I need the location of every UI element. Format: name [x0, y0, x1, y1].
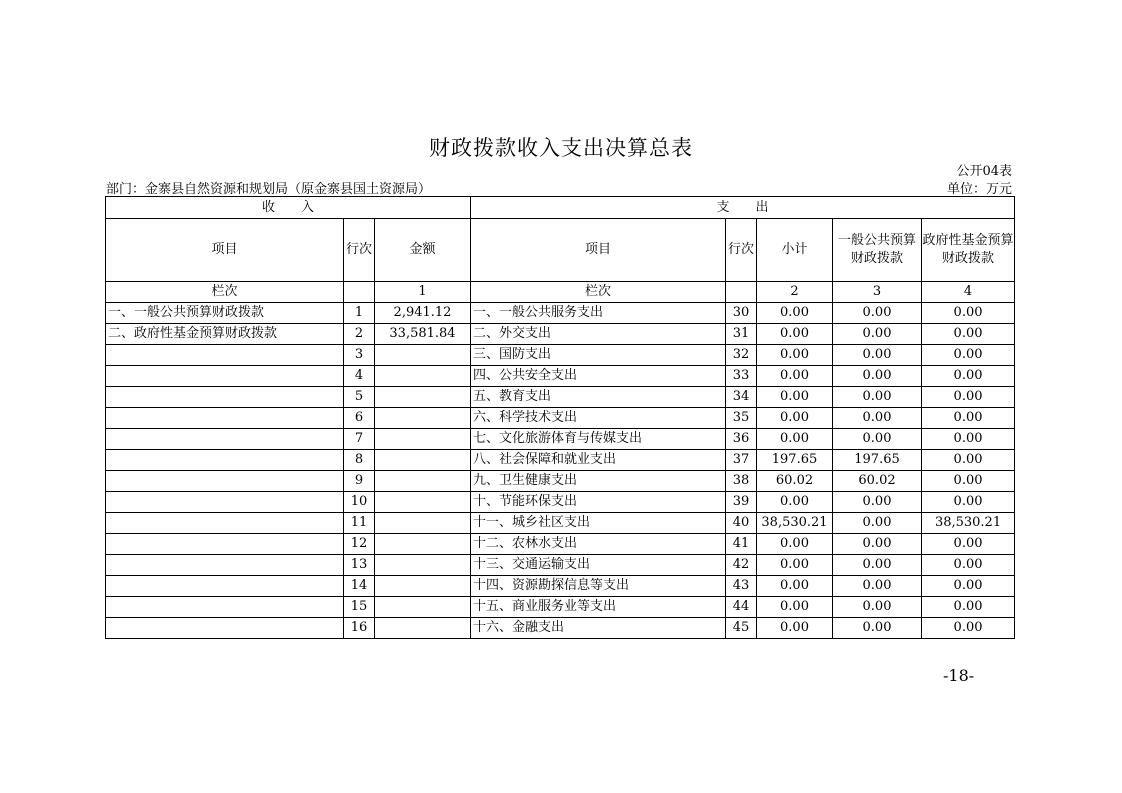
table-row: [106, 324, 1015, 345]
gov-fund-cell: 0.00: [922, 576, 1015, 597]
income-item-cell: [106, 366, 344, 387]
income-item-cell: [106, 450, 344, 471]
general-budget-cell: 0.00: [833, 366, 922, 387]
income-item-cell: [106, 618, 344, 639]
subtotal-cell: 0.00: [757, 534, 833, 555]
gov-fund-cell: 0.00: [922, 597, 1015, 618]
table-row: [106, 492, 1015, 513]
subtotal-cell: 0.00: [757, 408, 833, 429]
income-item-cell: [106, 408, 344, 429]
expense-line-no-cell: 38: [726, 471, 757, 492]
section-header-row: [106, 197, 1015, 219]
expense-line-no-cell: 36: [726, 429, 757, 450]
income-amount-cell: [375, 408, 471, 429]
subtotal-cell: 0.00: [757, 429, 833, 450]
gov-fund-cell: 0.00: [922, 345, 1015, 366]
index-col-3: 3: [833, 282, 922, 303]
gov-fund-cell: 0.00: [922, 324, 1015, 345]
gov-fund-cell: 38,530.21: [922, 513, 1015, 534]
general-budget-cell: 60.02: [833, 471, 922, 492]
gov-fund-cell: 0.00: [922, 429, 1015, 450]
table-row: [106, 303, 1015, 324]
table-row: [106, 513, 1015, 534]
general-budget-cell: 0.00: [833, 429, 922, 450]
table-row: [106, 429, 1015, 450]
expense-line-no-header: 行次: [726, 219, 757, 282]
income-line-no-cell: 5: [344, 387, 375, 408]
table-row: [106, 408, 1015, 429]
index-label-right: 栏次: [471, 282, 726, 303]
column-header-row: [106, 219, 1015, 282]
expense-item-cell: 十三、交通运输支出: [471, 555, 726, 576]
expense-item-cell: 十二、农林水支出: [471, 534, 726, 555]
gov-fund-cell: 0.00: [922, 387, 1015, 408]
income-amount-cell: [375, 597, 471, 618]
table-row: [106, 597, 1015, 618]
income-line-no-cell: 12: [344, 534, 375, 555]
general-budget-cell: 0.00: [833, 555, 922, 576]
table-row: [106, 450, 1015, 471]
income-item-cell: [106, 492, 344, 513]
income-amount-cell: [375, 450, 471, 471]
subtotal-header: 小计: [757, 219, 833, 282]
income-item-cell: [106, 534, 344, 555]
table-row: [106, 366, 1015, 387]
general-budget-cell: 0.00: [833, 324, 922, 345]
table-row: [106, 555, 1015, 576]
expense-line-no-cell: 34: [726, 387, 757, 408]
table-row: [106, 387, 1015, 408]
expense-item-cell: 五、教育支出: [471, 387, 726, 408]
income-line-no-cell: 8: [344, 450, 375, 471]
expense-item-cell: 二、外交支出: [471, 324, 726, 345]
expense-line-no-cell: 41: [726, 534, 757, 555]
expense-item-header: 项目: [471, 219, 726, 282]
expense-item-cell: 十四、资源勘探信息等支出: [471, 576, 726, 597]
income-line-no-header: 行次: [344, 219, 375, 282]
income-line-no-cell: 1: [344, 303, 375, 324]
expense-item-cell: 四、公共安全支出: [471, 366, 726, 387]
table-row: [106, 618, 1015, 639]
income-amount-cell: [375, 471, 471, 492]
income-amount-cell: [375, 345, 471, 366]
general-budget-cell: 0.00: [833, 513, 922, 534]
income-item-cell: 二、政府性基金预算财政拨款: [106, 324, 344, 345]
income-amount-cell: [375, 429, 471, 450]
expense-section-header: 支 出: [471, 197, 1015, 219]
income-section-header: 收 入: [106, 197, 471, 219]
expense-item-cell: 十五、商业服务业等支出: [471, 597, 726, 618]
gov-fund-cell: 0.00: [922, 492, 1015, 513]
expense-item-cell: 十、节能环保支出: [471, 492, 726, 513]
table-row: [106, 345, 1015, 366]
expense-item-cell: 一、一般公共服务支出: [471, 303, 726, 324]
gov-fund-cell: 0.00: [922, 534, 1015, 555]
expense-item-cell: 十六、金融支出: [471, 618, 726, 639]
general-budget-cell: 0.00: [833, 492, 922, 513]
income-amount-cell: [375, 618, 471, 639]
subtotal-cell: 0.00: [757, 555, 833, 576]
income-amount-cell: [375, 513, 471, 534]
index-empty-cell: [344, 282, 375, 303]
subtotal-cell: 197.65: [757, 450, 833, 471]
income-line-no-cell: 4: [344, 366, 375, 387]
expense-line-no-cell: 33: [726, 366, 757, 387]
table-row: [106, 534, 1015, 555]
income-line-no-cell: 16: [344, 618, 375, 639]
expense-line-no-cell: 42: [726, 555, 757, 576]
expense-line-no-cell: 30: [726, 303, 757, 324]
subtotal-cell: 60.02: [757, 471, 833, 492]
income-line-no-cell: 13: [344, 555, 375, 576]
income-line-no-cell: 11: [344, 513, 375, 534]
subtotal-cell: 0.00: [757, 324, 833, 345]
form-number: 公开04表: [956, 164, 1012, 179]
income-item-header: 项目: [106, 219, 344, 282]
expense-line-no-cell: 40: [726, 513, 757, 534]
income-line-no-cell: 9: [344, 471, 375, 492]
general-budget-header: 一般公共预算财政拨款: [833, 219, 922, 282]
report-title: 财政拨款收入支出决算总表: [429, 136, 693, 160]
gov-fund-cell: 0.00: [922, 471, 1015, 492]
income-amount-cell: [375, 576, 471, 597]
subtotal-cell: 0.00: [757, 303, 833, 324]
income-amount-cell: [375, 534, 471, 555]
income-amount-cell: 2,941.12: [375, 303, 471, 324]
income-item-cell: [106, 513, 344, 534]
expense-line-no-cell: 31: [726, 324, 757, 345]
general-budget-cell: 0.00: [833, 534, 922, 555]
table-row: [106, 471, 1015, 492]
income-item-cell: [106, 429, 344, 450]
page-number: -18-: [943, 666, 975, 685]
expense-line-no-cell: 39: [726, 492, 757, 513]
income-amount-header: 金额: [375, 219, 471, 282]
income-item-cell: [106, 387, 344, 408]
income-item-cell: [106, 597, 344, 618]
expense-line-no-cell: 35: [726, 408, 757, 429]
income-amount-cell: 33,581.84: [375, 324, 471, 345]
income-line-no-cell: 14: [344, 576, 375, 597]
expense-item-cell: 六、科学技术支出: [471, 408, 726, 429]
income-item-cell: [106, 471, 344, 492]
expense-item-cell: 九、卫生健康支出: [471, 471, 726, 492]
income-item-cell: 一、一般公共预算财政拨款: [106, 303, 344, 324]
income-item-cell: [106, 576, 344, 597]
income-item-cell: [106, 345, 344, 366]
subtotal-cell: 0.00: [757, 387, 833, 408]
expense-line-no-cell: 32: [726, 345, 757, 366]
department-label: 部门：金寨县自然资源和规划局（原金寨县国土资源局）: [106, 182, 432, 197]
general-budget-cell: 0.00: [833, 408, 922, 429]
income-line-no-cell: 10: [344, 492, 375, 513]
column-index-row: [106, 282, 1015, 303]
gov-fund-header: 政府性基金预算财政拨款: [922, 219, 1015, 282]
income-line-no-cell: 15: [344, 597, 375, 618]
gov-fund-cell: 0.00: [922, 618, 1015, 639]
income-amount-cell: [375, 492, 471, 513]
gov-fund-cell: 0.00: [922, 408, 1015, 429]
index-col-2: 2: [757, 282, 833, 303]
index-empty-cell: [726, 282, 757, 303]
expense-item-cell: 七、文化旅游体育与传媒支出: [471, 429, 726, 450]
income-item-cell: [106, 555, 344, 576]
gov-fund-cell: 0.00: [922, 366, 1015, 387]
unit-label: 单位：万元: [946, 182, 1012, 197]
expense-item-cell: 十一、城乡社区支出: [471, 513, 726, 534]
expense-item-cell: 三、国防支出: [471, 345, 726, 366]
expense-item-cell: 八、社会保障和就业支出: [471, 450, 726, 471]
gov-fund-cell: 0.00: [922, 555, 1015, 576]
subtotal-cell: 0.00: [757, 576, 833, 597]
general-budget-cell: 0.00: [833, 597, 922, 618]
expense-line-no-cell: 37: [726, 450, 757, 471]
index-col-1: 1: [375, 282, 471, 303]
income-amount-cell: [375, 366, 471, 387]
general-budget-cell: 0.00: [833, 618, 922, 639]
expense-line-no-cell: 43: [726, 576, 757, 597]
subtotal-cell: 38,530.21: [757, 513, 833, 534]
income-amount-cell: [375, 387, 471, 408]
general-budget-cell: 0.00: [833, 303, 922, 324]
index-label-left: 栏次: [106, 282, 344, 303]
subtotal-cell: 0.00: [757, 345, 833, 366]
expense-line-no-cell: 44: [726, 597, 757, 618]
subtotal-cell: 0.00: [757, 618, 833, 639]
report-table: [105, 196, 1015, 639]
income-line-no-cell: 3: [344, 345, 375, 366]
gov-fund-cell: 0.00: [922, 303, 1015, 324]
income-line-no-cell: 2: [344, 324, 375, 345]
income-amount-cell: [375, 555, 471, 576]
expense-line-no-cell: 45: [726, 618, 757, 639]
income-line-no-cell: 7: [344, 429, 375, 450]
subtotal-cell: 0.00: [757, 597, 833, 618]
general-budget-cell: 197.65: [833, 450, 922, 471]
index-col-4: 4: [922, 282, 1015, 303]
general-budget-cell: 0.00: [833, 387, 922, 408]
general-budget-cell: 0.00: [833, 345, 922, 366]
gov-fund-cell: 0.00: [922, 450, 1015, 471]
subtotal-cell: 0.00: [757, 366, 833, 387]
income-line-no-cell: 6: [344, 408, 375, 429]
general-budget-cell: 0.00: [833, 576, 922, 597]
subtotal-cell: 0.00: [757, 492, 833, 513]
table-row: [106, 576, 1015, 597]
